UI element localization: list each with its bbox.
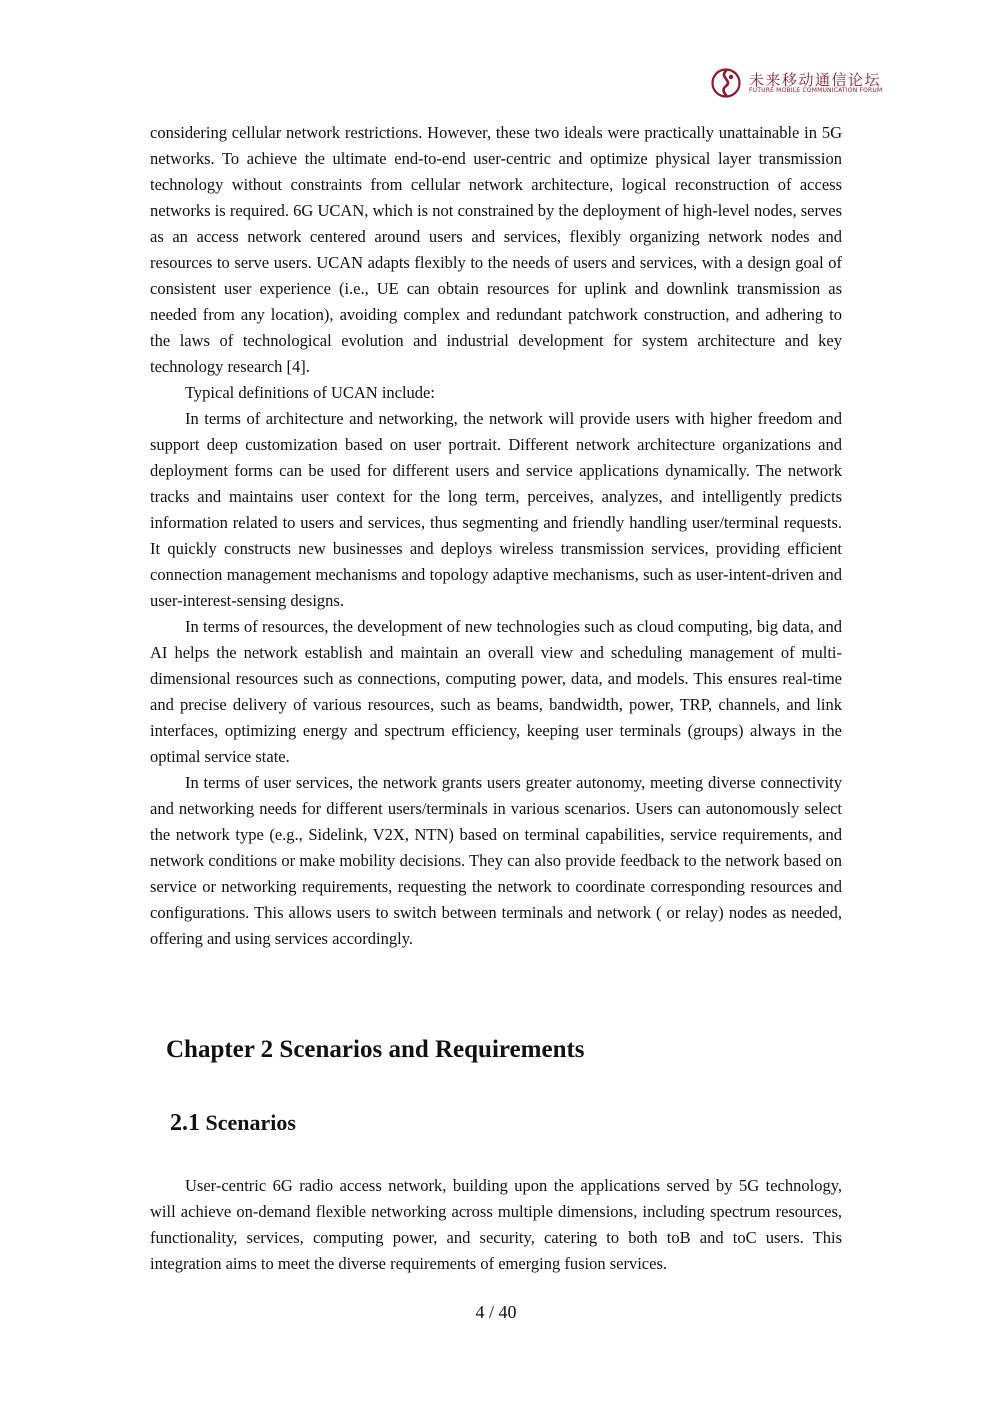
paragraph: In terms of user services, the network grants users greater autonomy, meeting diverse connectivity and networking needs for different users/terminals in various scenarios. Users can autonomously select the network type (e.g., Sidelink, V2X, NTN) based on terminal capabilities, service requirements, and network conditions or make mobility decisions. They can also provide feedback to the network based on service or networking requirements, requesting the network to coordinate corresponding resources and configurations. This allows users to switch between terminals and network ( or relay) nodes as needed, offering and using services accordingly. bbox=[150, 773, 842, 948]
body-text bbox=[150, 120, 842, 952]
section-title: Scenarios bbox=[205, 1110, 296, 1135]
section-body bbox=[150, 1173, 842, 1277]
paragraph: Typical definitions of UCAN include: bbox=[185, 383, 435, 402]
section-heading bbox=[170, 1110, 296, 1137]
page-number: 4 / 40 bbox=[475, 1302, 517, 1322]
logo-english-text: FUTURE MOBILE COMMUNICATION FORUM bbox=[749, 87, 883, 94]
logo-chinese-text: 未来移动通信论坛 bbox=[749, 71, 882, 89]
paragraph: considering cellular network restrictions. However, these two ideals were practically unattainable in 5G networks. To achieve the ultimate end-to-end user-centric and optimize physical layer transmission technology without constraints from cellular network architecture, logical reconstruction of access networks is required. 6G UCAN, which is not constrained by the deployment of high-level nodes, serves as an access network centered around users and services, flexibly organizing network nodes and resources to serve users. UCAN adapts flexibly to the needs of users and services, with a design goal of consistent user experience (i.e., UE can obtain resources for uplink and downlink transmission as needed from any location), avoiding complex and redundant patchwork construction, and adhering to the laws of technological evolution and industrial development for system architecture and key technology research [4]. bbox=[150, 123, 842, 376]
chapter-title: Chapter 2 Scenarios and Requirements bbox=[166, 1036, 585, 1063]
paragraph: In terms of resources, the development of new technologies such as cloud computing, big data, and AI helps the network establish and maintain an overall view and scheduling management of multi-dimensional resources such as connections, computing power, data, and models. This ensures real-time and precise delivery of various resources, such as beams, bandwidth, power, TRP, channels, and link interfaces, optimizing energy and spectrum efficiency, keeping user terminals (groups) always in the optimal service state. bbox=[150, 617, 842, 766]
forum-logo bbox=[711, 68, 883, 100]
paragraph: In terms of architecture and networking, the network will provide users with higher freedom and support deep customization based on user portrait. Different network architecture organizations and deployment forms can be used for different users and service applications dynamically. The network tracks and maintains user context for the long term, perceives, analyzes, and intelligently predicts information related to users and services, thus segmenting and friendly handling user/terminal requests. It quickly constructs new businesses and deploys wireless transmission services, providing efficient connection management mechanisms and topology adaptive mechanisms, such as user-intent-driven and user-interest-sensing designs. bbox=[150, 409, 842, 610]
paragraph: User-centric 6G radio access network, building upon the applications served by 5G technology, will achieve on-demand flexible networking across multiple dimensions, including spectrum resources, functionality, services, computing power, and security, catering to both toB and toC users. This integration aims to meet the diverse requirements of emerging fusion services. bbox=[150, 1176, 842, 1273]
forum-logo-mark-icon bbox=[711, 68, 741, 98]
section-number: 2.1 bbox=[170, 1110, 200, 1136]
